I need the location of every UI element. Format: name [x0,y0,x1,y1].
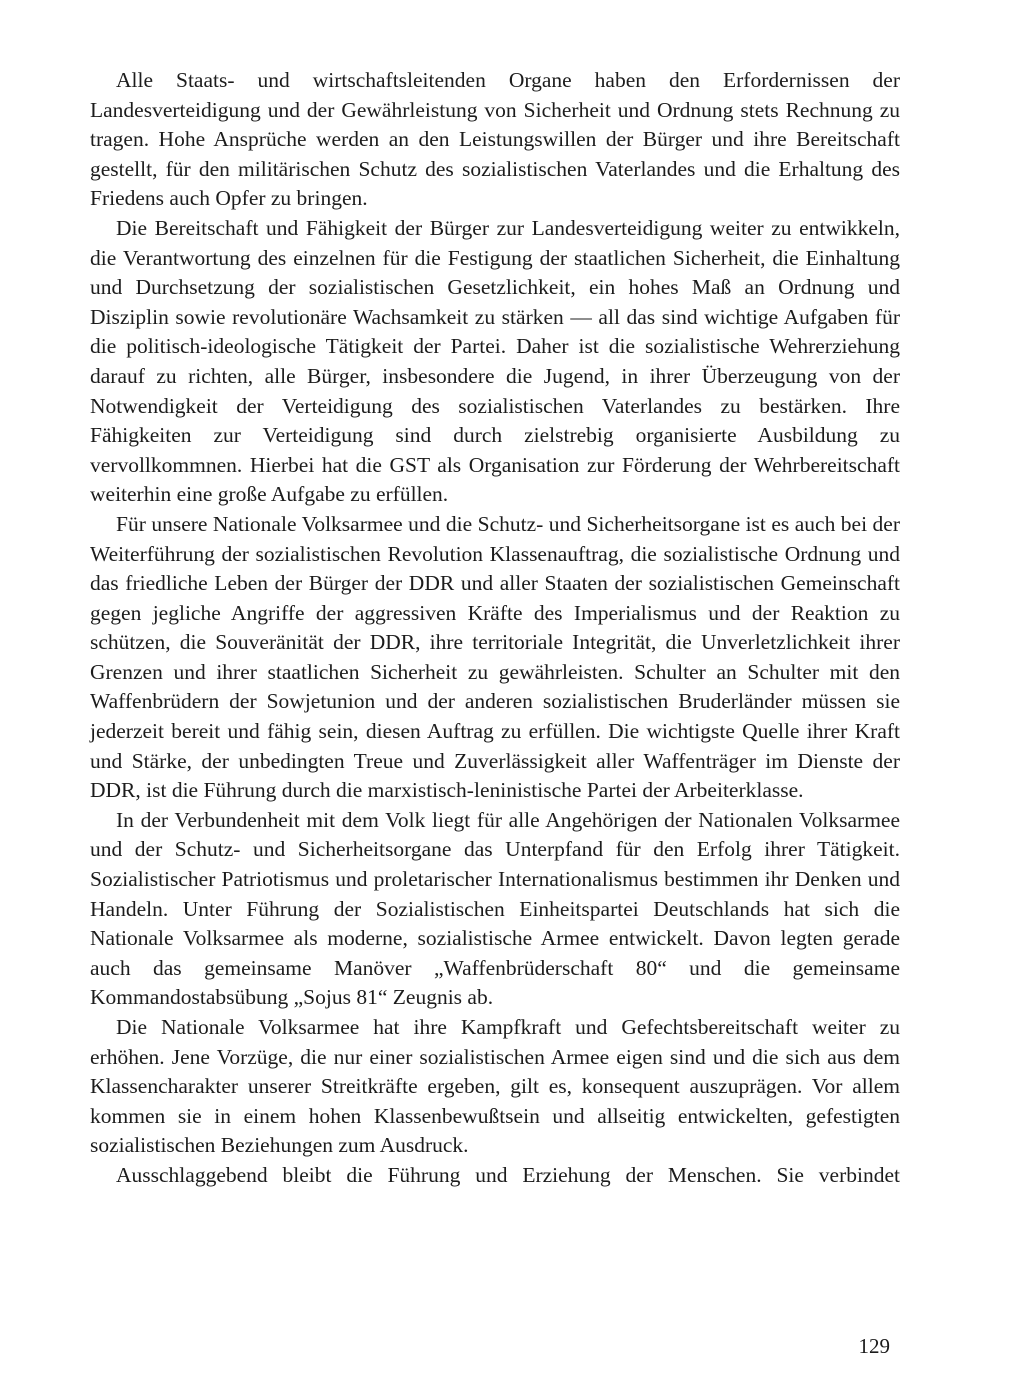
paragraph-6-continued: Ausschlaggebend bleibt die Führung und Erziehung der Menschen. Sie verbindet [116,1162,900,1187]
paragraph-3: Für unsere Nationale Volksarmee und die Schutz- und Sicherheitsorgane ist es auch bei der Weiterführung der sozialistischen Revolution Klassenauftrag, die sozialistische Ordnung und das friedliche Leben der Bürger der DDR und aller Staaten der sozialistischen Gemeinschaft gegen jegliche Angriffe der aggressiven Kräfte des Imperialismus und der Reaktion zu schützen, die Souveränität der DDR, ihre territoriale Integrität, die Unverletzlichkeit ihrer Grenzen und ihrer staatlichen Sicherheit zu gewährleisten. Schulter an Schulter mit den Waffenbrüdern der Sowjetunion und der anderen sozialistischen Bruderländer müssen sie jederzeit bereit und fähig sein, diesen Auftrag zu erfüllen. Die wichtigste Quelle ihrer Kraft und Stärke, der unbedingten Treue und Zuverlässigkeit aller Waffenträger im Dienste der DDR, ist die Führung durch die marxistisch-leninistische Partei der Arbeiterklasse. [90,511,900,803]
paragraph-1: Alle Staats- und wirtschaftsleitenden Organe haben den Erfordernissen der Landesverteidigung und der Gewährleistung von Sicherheit und Ordnung stets Rechnung zu tragen. Hohe Ansprüche werden an den Leistungswillen der Bürger und ihre Bereitschaft gestellt, für den militärischen Schutz des sozialistischen Vaterlandes und die Erhaltung des Friedens auch Opfer zu bringen. [90,68,900,211]
paragraph-4: In der Verbundenheit mit dem Volk liegt für alle Angehörigen der Nationalen Volksarmee und der Schutz- und Sicherheitsorgane das Unterpfand für den Erfolg ihrer Tätigkeit. Sozialistischer Patriotismus und proletarischer Internationalismus bestimmen ihr Denken und Handeln. Unter Führung der Sozialistischen Einheitspartei Deutschlands hat sich die Nationale Volksarmee als moderne, sozialistische Armee entwickelt. Davon legten gerade auch das gemeinsame Manöver „Waffenbrüderschaft 80“ und die gemeinsame Kommandostabsübung „Sojus 81“ Zeugnis ab. [90,807,900,1010]
paragraph-5: Die Nationale Volksarmee hat ihre Kampfkraft und Gefechtsbereitschaft weiter zu erhöhen. Jene Vorzüge, die nur einer sozialistischen Armee eigen sind und die sich aus dem Klassencharakter unserer Streitkräfte ergeben, gilt es, konsequent auszuprägen. Vor allem kommen sie in einem hohen Klassenbewußtsein und allseitig entwickelten, gefestigten sozialistischen Beziehungen zum Ausdruck. [90,1015,900,1158]
page-number: 129 [858,1334,890,1358]
body-text [90,66,900,1191]
paragraph-2: Die Bereitschaft und Fähigkeit der Bürger zur Landesverteidigung weiter zu entwikkeln, die Verantwortung des einzelnen für die Festigung der staatlichen Sicherheit, die Einhaltung und Durchsetzung der sozialistischen Gesetzlichkeit, ein hohes Maß an Ordnung und Disziplin sowie revolutionäre Wachsamkeit zu stärken — all das sind wichtige Aufgaben für die politisch-ideologische Tätigkeit der Partei. Daher ist die sozialistische Wehrerziehung darauf zu richten, alle Bürger, insbesondere die Jugend, in ihrer Überzeugung von der Notwendigkeit der Verteidigung des sozialistischen Vaterlandes zu bestärken. Ihre Fähigkeiten zur Verteidigung sind durch zielstrebig organisierte Ausbildung zu vervollkommnen. Hierbei hat die GST als Organisation zur Förderung der Wehrbereitschaft weiterhin eine große Aufgabe zu erfüllen. [90,215,900,507]
